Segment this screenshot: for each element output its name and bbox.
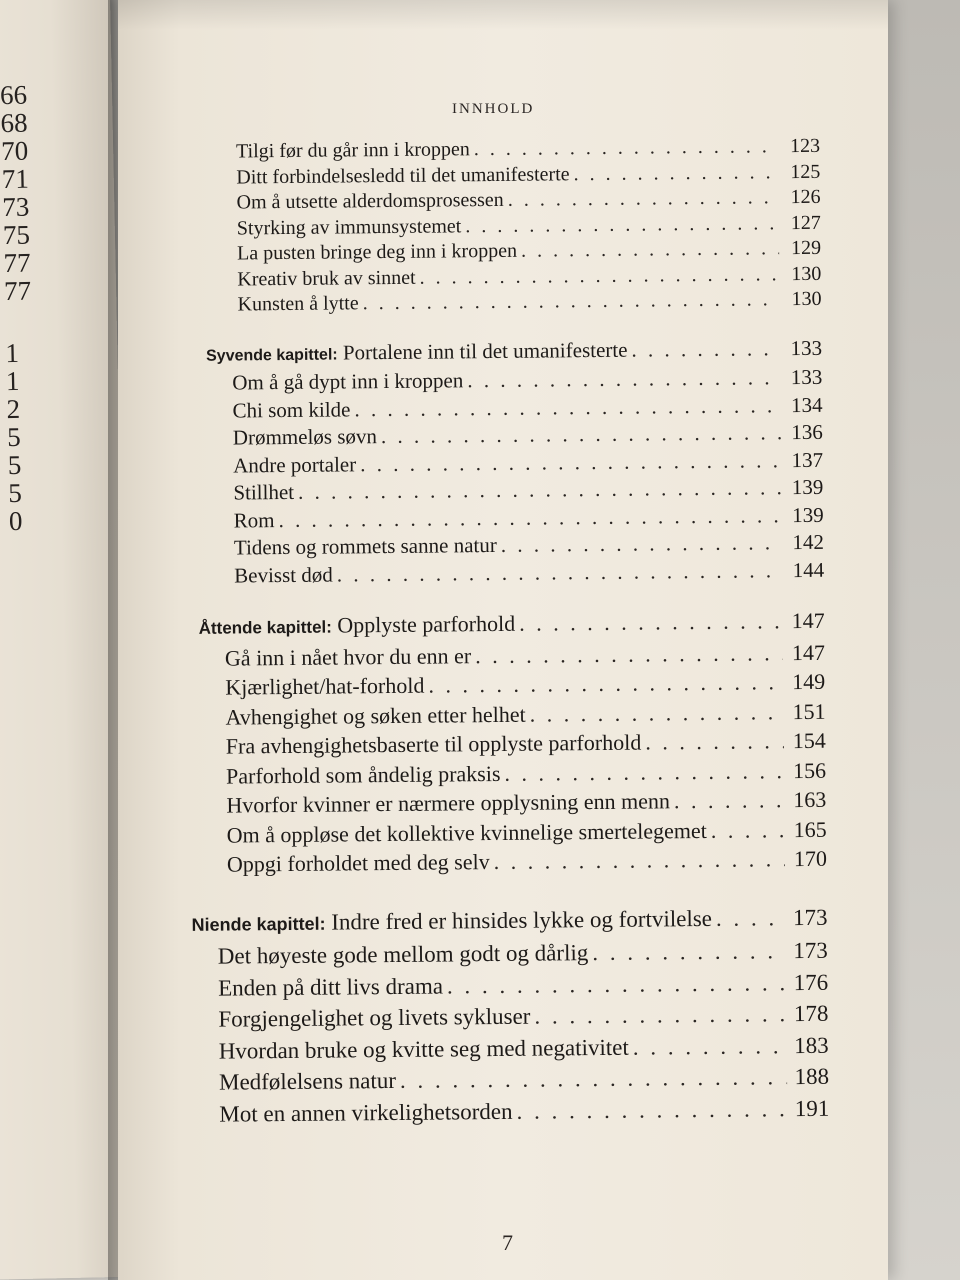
toc-section (180, 134, 822, 319)
entry-title: Forgjengelighet og livets sykluser (218, 1003, 531, 1032)
dot-leader (428, 667, 783, 700)
entry-title: Oppgi forholdet med deg selv (226, 849, 490, 877)
dot-leader (508, 185, 779, 213)
entry-page: 173 (793, 937, 828, 964)
entry-page: 130 (791, 262, 822, 285)
entry-page: 136 (791, 419, 823, 445)
entry-title: Hvordan bruke og kvitte seg med negativitet (218, 1034, 629, 1064)
dot-leader (465, 211, 779, 240)
entry-page: 125 (790, 160, 821, 183)
left-page-number: 1 (5, 365, 20, 397)
toc-entry (234, 556, 824, 589)
dot-leader (534, 998, 786, 1032)
entry-title: Avhengighet og søken etter helhet (225, 701, 526, 730)
chapter-page: 133 (790, 335, 823, 360)
entry-title: Gå inn i nået hvor du enn er (224, 642, 472, 671)
page-shadow (118, 0, 888, 30)
left-page-number: 68 (0, 107, 28, 139)
entry-title: Bevisst død (234, 562, 333, 587)
dot-leader (519, 606, 783, 638)
entry-page: 137 (791, 447, 824, 472)
dot-leader (674, 785, 785, 816)
entry-title: Tilgi før du går inn i kroppen (236, 138, 470, 163)
dot-leader (467, 364, 780, 395)
left-page-numbers (0, 81, 36, 535)
chapter-title (191, 902, 712, 940)
running-head: INNHOLD (452, 101, 535, 117)
entry-page: 170 (793, 845, 828, 872)
left-page-number: 5 (6, 421, 21, 453)
entry-page: 178 (793, 1000, 829, 1027)
entry-title: Tidens og rommets sanne natur (233, 532, 497, 560)
entry-title: Hvorfor kvinner er nærmere opplysning enn menn (226, 788, 671, 818)
entry-page: 134 (790, 392, 823, 417)
entry-title: Fra avhengighetsbaserte til opplyste parforhold (225, 729, 642, 759)
entry-page: 127 (790, 211, 821, 234)
page-number: 7 (502, 1230, 513, 1255)
entry-page: 147 (791, 639, 826, 665)
entry-page: 130 (791, 287, 822, 311)
dot-leader (447, 967, 786, 1002)
left-page-number: 5 (8, 477, 23, 509)
chapter-title (206, 336, 628, 370)
entry-title: Drømmeløs søvn (232, 424, 378, 450)
entry-title: Kreativ bruk av sinnet (237, 266, 416, 290)
entry-page: 154 (792, 727, 826, 754)
chapter-name: Opplyste parforhold (337, 610, 516, 638)
entry-title: Om å oppløse det kollektive kvinnelige smertelegemet (226, 817, 707, 848)
table-of-contents (180, 134, 830, 1154)
entry-page: 151 (792, 698, 826, 724)
left-page-number: 2 (6, 393, 21, 425)
dot-leader (474, 134, 779, 162)
dot-leader (716, 902, 786, 934)
toc-section (187, 901, 829, 1130)
left-page-number: 73 (2, 191, 30, 223)
left-page-number: 1 (5, 337, 20, 369)
dot-leader (573, 160, 778, 187)
toc-section (185, 606, 828, 880)
toc-entry (219, 1092, 829, 1129)
entry-page: 144 (792, 557, 825, 582)
entry-page: 188 (794, 1063, 830, 1090)
dot-leader (631, 335, 780, 364)
left-page-number: 77 (3, 275, 32, 307)
entry-title: Chi som kilde (232, 396, 351, 423)
dot-leader (504, 756, 784, 788)
chapter-label: Niende kapittel: (191, 913, 326, 935)
left-page-number: 75 (2, 219, 31, 251)
left-page-number: 66 (0, 79, 28, 111)
left-page-number: 71 (1, 163, 30, 195)
entry-title: Mot en annen virkelighetsorden (219, 1098, 513, 1127)
left-page-number: 70 (0, 135, 29, 167)
dot-leader (419, 262, 779, 291)
entry-page: 129 (790, 236, 822, 260)
entry-page: 139 (792, 502, 824, 527)
entry-title: Styrking av immunsystemet (236, 214, 462, 239)
dot-leader (381, 419, 781, 450)
toc-entry (237, 287, 821, 318)
entry-page: 123 (789, 134, 821, 158)
chapter-label: Åttende kapittel: (198, 617, 332, 638)
toc-entry (227, 844, 827, 879)
entry-page: 163 (793, 786, 827, 813)
chapter-name: Portalene inn til det umanifesterte (342, 337, 628, 364)
dot-leader (354, 392, 780, 424)
entry-title: Rom (233, 507, 275, 533)
chapter-page: 147 (791, 607, 825, 634)
entry-title: Det høyeste gode mellom godt og dårlig (217, 940, 589, 969)
entry-title: La pusten bringe deg inn i kroppen (236, 239, 518, 265)
chapter-name: Indre fred er hinsides lykke og fortvilelse (331, 905, 713, 935)
entry-page: 142 (792, 529, 825, 555)
entry-page: 183 (794, 1032, 829, 1058)
entry-title: Ditt forbindelsesledd til det umanifesterte (236, 162, 570, 188)
entry-title: Parforhold som åndelig praksis (225, 760, 501, 789)
entry-page: 139 (791, 474, 824, 500)
entry-title: Enden på ditt livs drama (218, 973, 444, 1001)
dot-leader (592, 935, 786, 968)
dot-leader (400, 1061, 787, 1096)
entry-page: 191 (794, 1095, 830, 1121)
dot-leader (475, 638, 783, 670)
entry-title: Medfølelsens natur (218, 1067, 397, 1095)
chapter-title (199, 609, 516, 644)
entry-title: Andre portaler (233, 451, 357, 478)
entry-page: 156 (792, 757, 827, 783)
entry-title: Stillhet (233, 479, 295, 505)
left-page-number: 5 (7, 449, 22, 481)
dot-leader (363, 287, 780, 317)
dot-leader (501, 529, 782, 559)
chapter-label: Syvende kapittel: (205, 345, 338, 365)
entry-title: Kjærlighet/hat-forhold (225, 672, 425, 700)
dot-leader (521, 236, 779, 264)
toc-section (182, 334, 824, 590)
dot-leader (633, 1030, 787, 1063)
dot-leader (360, 447, 781, 479)
dot-leader (645, 726, 784, 757)
dot-leader (711, 815, 785, 845)
entry-title: Om å gå dypt inn i kroppen (232, 368, 464, 395)
dot-leader (516, 1093, 787, 1127)
entry-page: 176 (793, 969, 829, 995)
left-page-number: 0 (8, 505, 23, 537)
chapter-page: 173 (792, 904, 828, 930)
dot-leader (337, 557, 783, 589)
entry-title: Kunsten å lytte (237, 292, 359, 316)
left-page-number: 77 (3, 247, 31, 279)
entry-page: 165 (793, 816, 827, 842)
entry-page: 126 (790, 185, 821, 209)
entry-page: 149 (792, 668, 826, 695)
entry-page: 133 (790, 364, 823, 390)
entry-title: Om å utsette alderdomsprosessen (236, 188, 504, 214)
dot-leader (494, 844, 786, 876)
dot-leader (530, 697, 784, 729)
